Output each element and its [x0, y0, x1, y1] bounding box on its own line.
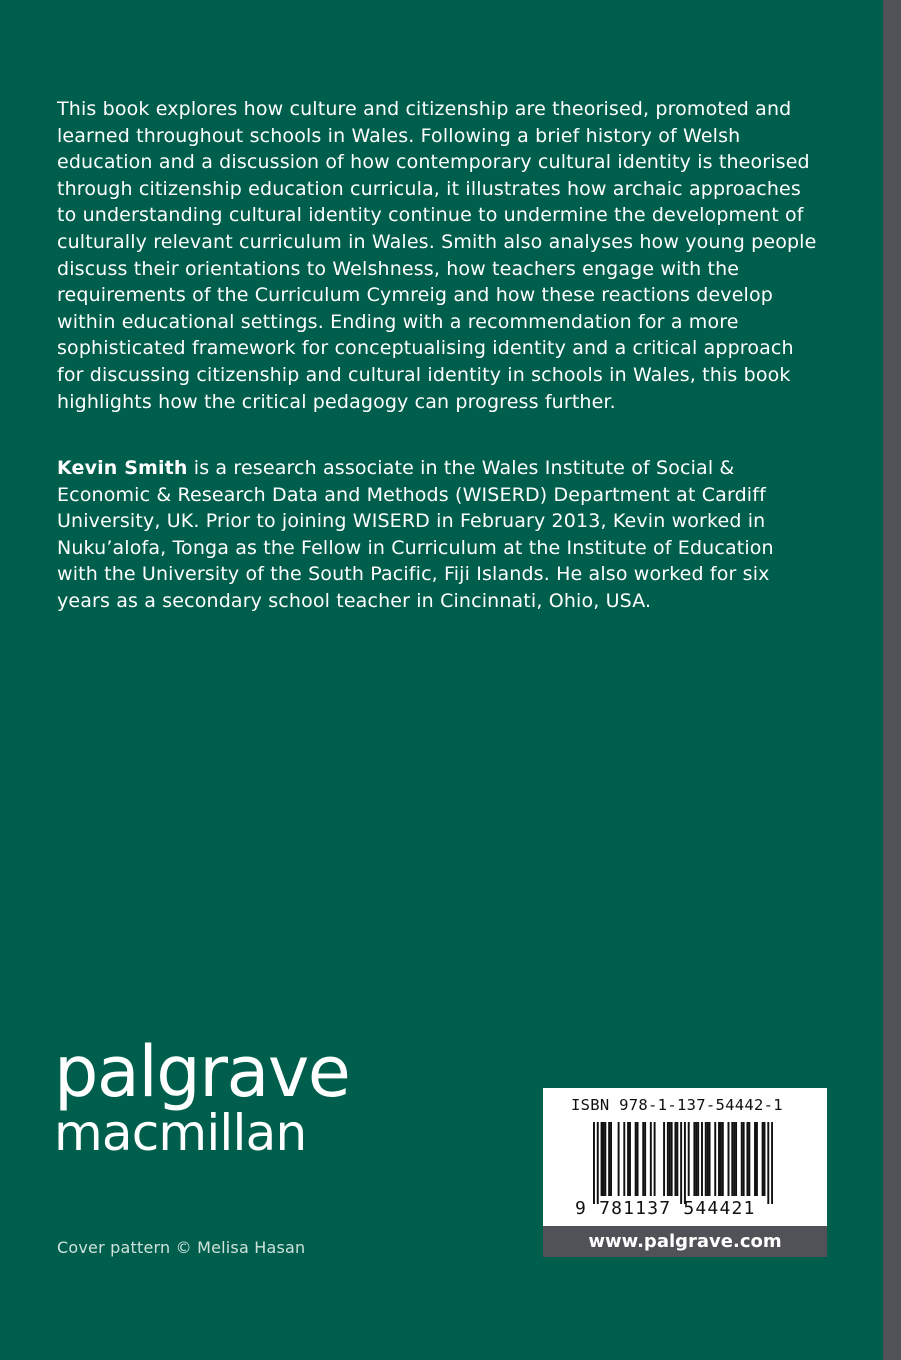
barcode-bar: [697, 1122, 699, 1196]
barcode-bar: [756, 1122, 758, 1196]
barcode-bar: [642, 1122, 644, 1196]
publisher-logo: [54, 1031, 354, 1175]
barcode-bar: [701, 1122, 703, 1196]
barcode-bar: [608, 1122, 610, 1196]
barcode-digits: 9 781137 544421: [575, 1198, 756, 1219]
isbn-barcode-box: [543, 1088, 827, 1226]
cover-credit: Cover pattern © Melisa Hasan: [57, 1238, 306, 1257]
author-name: Kevin Smith: [57, 457, 188, 479]
publisher-logo-line1: palgrave: [54, 1031, 350, 1113]
book-description: This book explores how culture and citizenship are theorised, promoted and learned throughout schools in Wales. Following a brief history of Welsh education and a discussion of how contemporary cultural identity is theorised through citizenship education curricula, it illustrates how archaic approaches to understanding cultural identity continue to undermine the development of culturally relevant curriculum in Wales. Smith also analyses how young people discuss their orientations to Welshness, how teachers engage with the requirements of the Curriculum Cymreig and how these reactions develop within educational settings. Ending with a recommendation for a more sophisticated framework for conceptualising identity and a critical approach for discussing citizenship and cultural identity in schools in Wales, this book highlights how the critical pedagogy can progress further.: [57, 98, 817, 413]
barcode-bar: [771, 1122, 773, 1204]
barcode-bar: [623, 1122, 625, 1196]
barcode-bar: [635, 1122, 637, 1196]
barcode-bar: [714, 1122, 716, 1196]
barcode-bar: [743, 1122, 745, 1196]
barcode-bar: [654, 1122, 656, 1196]
barcode-bar: [722, 1122, 724, 1196]
barcode-bar: [733, 1122, 735, 1196]
barcode-bar: [627, 1122, 629, 1196]
barcode-bar: [718, 1122, 720, 1196]
barcode-bar: [767, 1122, 769, 1204]
barcode-bar: [707, 1122, 709, 1196]
barcode-bar: [709, 1122, 711, 1196]
barcode-bar: [618, 1122, 620, 1196]
barcode-bar: [663, 1122, 665, 1196]
barcode-bar: [705, 1122, 707, 1196]
barcode-bar: [650, 1122, 652, 1196]
barcode-bar: [764, 1122, 766, 1196]
barcode-bar: [684, 1122, 686, 1204]
barcode-bars: [593, 1122, 773, 1204]
barcode-bar: [731, 1122, 733, 1196]
barcode-bar: [720, 1122, 722, 1196]
barcode-bar: [671, 1122, 673, 1196]
barcode-bar: [593, 1122, 595, 1204]
barcode-bar: [610, 1122, 612, 1196]
publisher-logo-line2: macmillan: [54, 1104, 307, 1162]
barcode-bar: [667, 1122, 669, 1196]
barcode-bar: [680, 1122, 682, 1204]
author-bio: [57, 455, 817, 615]
barcode-bar: [746, 1122, 748, 1196]
barcode-bar: [604, 1122, 606, 1196]
barcode-bar: [674, 1122, 676, 1196]
isbn-label: ISBN 978-1-137-54442-1: [571, 1096, 783, 1114]
barcode-bar: [748, 1122, 750, 1196]
barcode-bar: [762, 1122, 764, 1196]
barcode-bar: [754, 1122, 756, 1196]
barcode-bar: [597, 1122, 599, 1204]
barcode-bar: [741, 1122, 743, 1196]
barcode-bar: [735, 1122, 737, 1196]
barcode-bar: [637, 1122, 639, 1196]
spine-edge: [883, 0, 901, 1360]
barcode-bar: [695, 1122, 697, 1196]
barcode-bar: [629, 1122, 631, 1196]
barcode-bar: [693, 1122, 695, 1196]
author-bio-text: is a research associate in the Wales Institute of Social & Economic & Research Data and Methods (WISERD) Department at Cardiff University, UK. Prior to joining WISERD in February 2013, Kevin worked in Nuku’alofa, Tonga as the Fellow in Curriculum at the Institute of Education with the University of the South Pacific, Fiji Islands. He also worked for six years as a secondary school teacher in Cincinnati, Ohio, USA.: [57, 457, 774, 612]
barcode-bar: [602, 1122, 604, 1196]
publisher-url: www.palgrave.com: [543, 1226, 827, 1257]
barcode-bar: [644, 1122, 646, 1196]
barcode-bar: [669, 1122, 671, 1196]
barcode-bar: [728, 1122, 730, 1196]
barcode-bar: [601, 1122, 603, 1196]
barcode-bar: [676, 1122, 678, 1196]
barcode-bar: [688, 1122, 690, 1196]
